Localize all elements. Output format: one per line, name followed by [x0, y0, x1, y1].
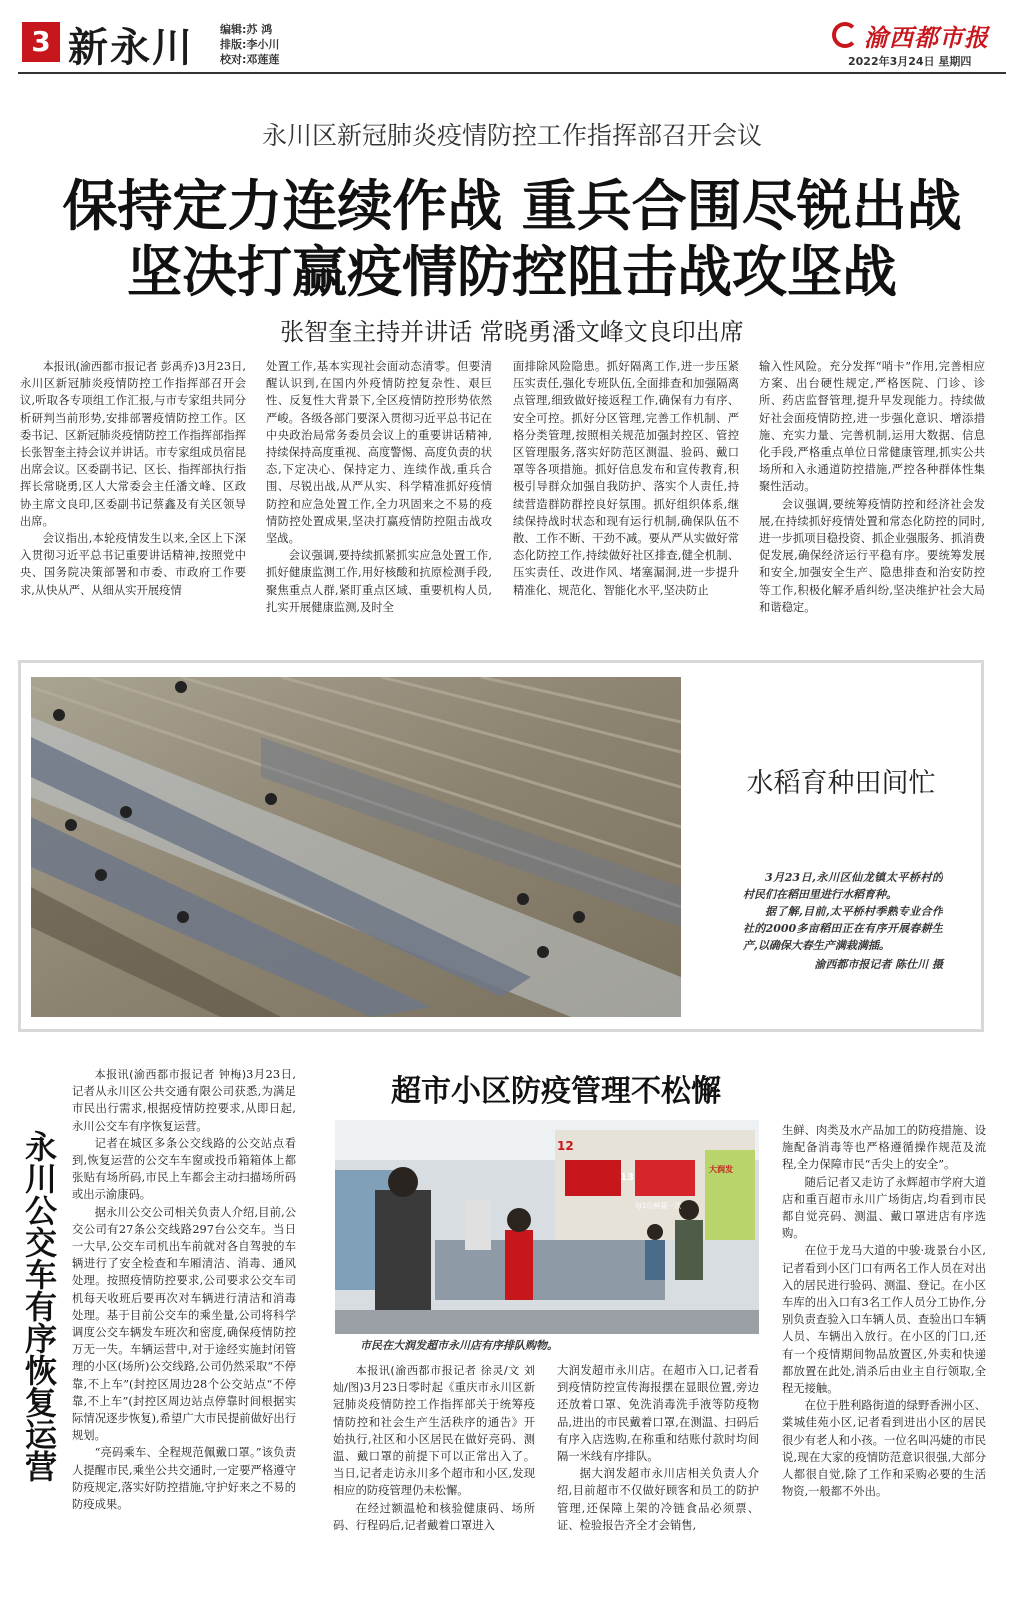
supermarket-paragraph: 随后记者又走访了永辉超市学府大道店和重百超市永川广场街店,均看到市民都自觉亮码、测温、戴口罩进店有序选购。 [782, 1175, 986, 1241]
section-title: 新永川 [68, 24, 194, 71]
lead-paragraph: 面排除风险隐患。抓好隔离工作,进一步压紧压实责任,强化专班队伍,全面排查和加强隔离点管理,细致做好接返程工作,确保有力有序、安全可控。抓好分区管理,完善工作机制、严格分类管理,按照相关规范加强封控区、管控区管理服务,落实好防范区测温、验码、戴口罩等各项措施。抓好信息发布和宣传教育,积极引导群众加强自我防护、落实个人责任,持续营造群防群控良好氛围。抓好组织体系,继续保持战时状态和现有运行机制,确保队伍不散、工作不断、干劲不减。要从严从实做好常态化防控工作,持续做好社区排查,健全机制、压实责任、改进作风、堵塞漏洞,进一步提升精准化、规范化、智能化水平,坚决防止 [513, 360, 739, 597]
bus-paragraph: 记者在城区多条公交线路的公交站点看到,恢复运营的公交车车窗或投币箱箱体上都张贴有场所码,市民上车都会主动扫描场所码或出示渝康码。 [72, 1136, 296, 1202]
rice-field-photo [31, 677, 681, 1017]
bus-paragraph: 本报讯(渝西都市报记者 钟梅)3月23日,记者从永川区公共交通有限公司获悉,为满足市民出行需求,根据疫情防控要求,从即日起,永川公交车有序恢复运营。 [72, 1068, 296, 1133]
bus-byline: 本报讯(渝西都市报记者 钟梅) [94, 1068, 247, 1081]
lead-paragraph: 本报讯(渝西都市报记者 彭禹乔)3月23日,永川区新冠肺炎疫情防控工作指挥部召开会议,听取各专项组工作汇报,与市专家组共同分析研判当前形势,安排部署疫情防控工作。区委书记、区新冠肺炎疫情防控工作指挥部指挥长张智奎主持会议并讲话。市专家组成员宿昆出席会议。区委副书记、区长、指挥部执行指挥长常晓勇,区人大常委会主任潘文峰、区政协主席文良印,区委副书记蔡鑫及有关区领导出席。 [20, 360, 246, 528]
caption-paragraph: 3月23日,永川区仙龙镇太平桥村的村民们在稻田里进行水稻育种。 [743, 871, 943, 901]
lead-kicker: 永川区新冠肺炎疫情防控工作指挥部召开会议 [261, 121, 762, 150]
lead-column-1 [20, 358, 246, 620]
bus-headline: 永川公交车有序恢复运营 [20, 1130, 58, 1482]
photo-feature-title: 水稻育种田间忙 [746, 768, 936, 799]
lead-headline-2: 坚决打赢疫情防控阻击战攻坚战 [126, 240, 897, 304]
photo-feature-caption [743, 869, 943, 973]
lead-byline: 本报讯(渝西都市报记者 彭禹乔) [42, 360, 199, 373]
photo-feature-box [18, 660, 984, 1032]
supermarket-paragraph: 在经过额温枪和核验健康码、场所码、行程码后,记者戴着口罩进入 [333, 1501, 535, 1532]
lead-paragraph: 处置工作,基本实现社会面动态清零。但要清醒认识到,在国内外疫情防控复杂性、艰巨性、反复性大背景下,全区疫情防控形势依然严峻。各级各部门要深入贯彻习近平总书记在中央政治局常务委员会议上的重要讲话精神,持续保持高度重视、高度警惕、高度负责的状态,下定决心、保持定力、连续作战,重兵合围、尽锐出战,从严从实、科学精准抓好疫情防控和应急处置工作,全力巩固来之不易的疫情防控处置成果,坚决打赢疫情防控阻击战攻坚战。 [266, 360, 492, 546]
bus-paragraph: 据永川公交公司相关负责人介绍,目前,公交公司有27条公交线路297台公交车。当日一大早,公交车司机出车前就对各自驾驶的车辆进行了安全检查和车厢清洁、消毒、通风处理。按照疫情防控要求,公司要求公交车司机每天收班后要再次对车辆进行清洁和消毒处理。基于目前公交车的乘坐量,公司将科学调度公交车辆发车班次和密度,确保疫情防控万无一失。车辆运营中,对于途经实施封闭管理的小区(场所)公交线路,公司仍然采取“不停靠,不上车”(封控区周边28个公交站点“不停靠,不上车”(封控区周边站点停靠时间根据实际情况逐步恢复),希望广大市民提前做好出行规划。 [72, 1205, 296, 1443]
lead-column-4 [759, 358, 985, 620]
supermarket-byline: 本报讯(渝西都市报记者 徐灵/文 刘灿/图) [333, 1364, 535, 1395]
lead-column-2 [266, 358, 492, 620]
photo-credit: 渝西都市报记者 陈仕川 摄 [814, 958, 943, 971]
supermarket-photo [335, 1120, 759, 1334]
supermarket-paragraph: 据大润发超市永川店相关负责人介绍,目前超市不仅做好顾客和员工的防护管理,还保障上架的冷链食品必须票、证、检验报告齐全才会销售, [557, 1467, 759, 1532]
issue-date: 2022年3月24日 星期四 [848, 55, 972, 68]
aisle-sign-13: 13 [620, 1172, 634, 1183]
lead-subhead: 张智奎主持并讲话 常晓勇潘文峰文良印出席 [280, 318, 744, 346]
lead-column-3 [513, 358, 739, 620]
supermarket-paragraph: 在位于胜利路街道的绿野香洲小区、棠城佳苑小区,记者看到进出小区的居民很少有老人和小孩。一位名叫冯婕的市民说,现在大家的疫情防范意识很强,大部分人都很自觉,除了工作和采购必要的生活物资,一般都不外出。 [782, 1399, 986, 1499]
aisle-sign-12: 12 [557, 1139, 574, 1153]
store-brand-sign: 大润发 [709, 1165, 733, 1174]
proof-name: 校对:邓莲莲 [220, 53, 280, 66]
promo-banner: 每1份鲜蔬一次 [635, 1202, 682, 1210]
lead-paragraph: 会议强调,要统筹疫情防控和经济社会发展,在持续抓好疫情处置和常态化防控的同时,进一步抓项目稳投资、抓企业强服务、抓消费促发展,确保经济运行平稳有序。要统筹发展和安全,加强安全生产、隐患排查和治安防控等工作,积极化解矛盾纠纷,坚决维护社会大局和谐稳定。 [759, 497, 985, 614]
supermarket-paragraph: 生鲜、肉类及水产品加工的防疫措施、设施配备消毒等也严格遵循操作规范及流程,全力保障市民“舌尖上的安全”。 [782, 1124, 986, 1172]
paper-name: 渝西都市报 [864, 23, 989, 52]
logo-swirl-icon [832, 22, 858, 48]
rice-field-illustration [31, 677, 681, 1017]
bus-article-body [72, 1066, 296, 1556]
supermarket-column-3 [782, 1122, 986, 1558]
supermarket-photo-caption: 市民在大润发超市永川店有序排队购物。 [360, 1339, 558, 1352]
editor-credits [220, 22, 279, 67]
header-rule [18, 72, 1006, 74]
supermarket-paragraph: 在位于龙马大道的中骏·珑景台小区,记者看到小区门口有两名工作人员在对出入的居民进行验码、测温、登记。在小区车库的出入口有3名工作人员分工协作,分别负责查验入口车辆人员、查验出口车辆人员、车辆出入放行。在小区的门口,还有一个疫情期间物品放置区,外卖和快递都放置在此处,消杀后由业主自行领取,全程无接触。 [782, 1244, 986, 1396]
lead-headline-1: 保持定力连续作战 重兵合围尽锐出战 [62, 174, 962, 238]
supermarket-paragraph: 大润发超市永川店。在超市入口,记者看到疫情防控宣传海报摆在显眼位置,旁边还放着口罩、免洗消毒洗手液等防疫物品,进出的市民戴着口罩,在测温、扫码后有序入店选购,在称重和结账付款时均间隔一米线有序排队。 [557, 1364, 759, 1464]
lead-paragraph: 会议指出,本轮疫情发生以来,全区上下深入贯彻习近平总书记重要讲话精神,按照党中央、国务院决策部署和市委、市政府工作要求,从快从严、从细从实开展疫情 [20, 532, 246, 597]
supermarket-illustration [335, 1120, 759, 1334]
layout-name: 排版:李小川 [220, 38, 280, 51]
supermarket-column-2 [557, 1362, 759, 1558]
bus-paragraph: “亮码乘车、全程规范佩戴口罩。”该负责人提醒市民,乘坐公共交通时,一定要严格遵守防疫规定,落实好防控措施,守护好来之不易的防疫成果。 [72, 1446, 296, 1512]
editor-name: 编辑:苏 鸿 [220, 23, 273, 36]
supermarket-paragraph: 本报讯(渝西都市报记者 徐灵/文 刘灿/图)3月23日零时起《重庆市永川区新冠肺炎疫情防控工作指挥部关于统筹疫情防控和社会生产生活秩序的通告》开始执行,社区和小区居民在做好亮码、测温、戴口罩的前提下可以正常出入了。当日,记者走访永川多个超市和小区,发现相应的防疫管理仍未松懈。 [333, 1364, 535, 1498]
supermarket-column-1 [333, 1362, 535, 1558]
lead-paragraph: 输入性风险。充分发挥“哨卡”作用,完善相应方案、出台硬性规定,严格医院、门诊、诊所、药店监督管理,提升早发现能力。持续做好社会面疫情防控,进一步强化意识、增添措施、充实力量、完善机制,运用大数据、信息化手段,严格重点单位日常健康管理,抓实公共场所和入永通道防控措施,严控各种群体性集聚性活动。 [759, 360, 985, 494]
paper-logo [832, 20, 992, 50]
supermarket-headline: 超市小区防疫管理不松懈 [391, 1074, 721, 1109]
lead-paragraph: 会议强调,要持续抓紧抓实应急处置工作,抓好健康监测工作,用好核酸和抗原检测手段,聚焦重点人群,紧盯重点区域、重要机构人员,扎实开展健康监测,及时全 [266, 549, 492, 614]
caption-paragraph: 据了解,目前,太平桥村季熟专业合作社的2000多亩稻田正在有序开展春耕生产,以确保大春生产满栽满插。 [743, 905, 943, 952]
page-number-badge: 3 [22, 22, 60, 62]
